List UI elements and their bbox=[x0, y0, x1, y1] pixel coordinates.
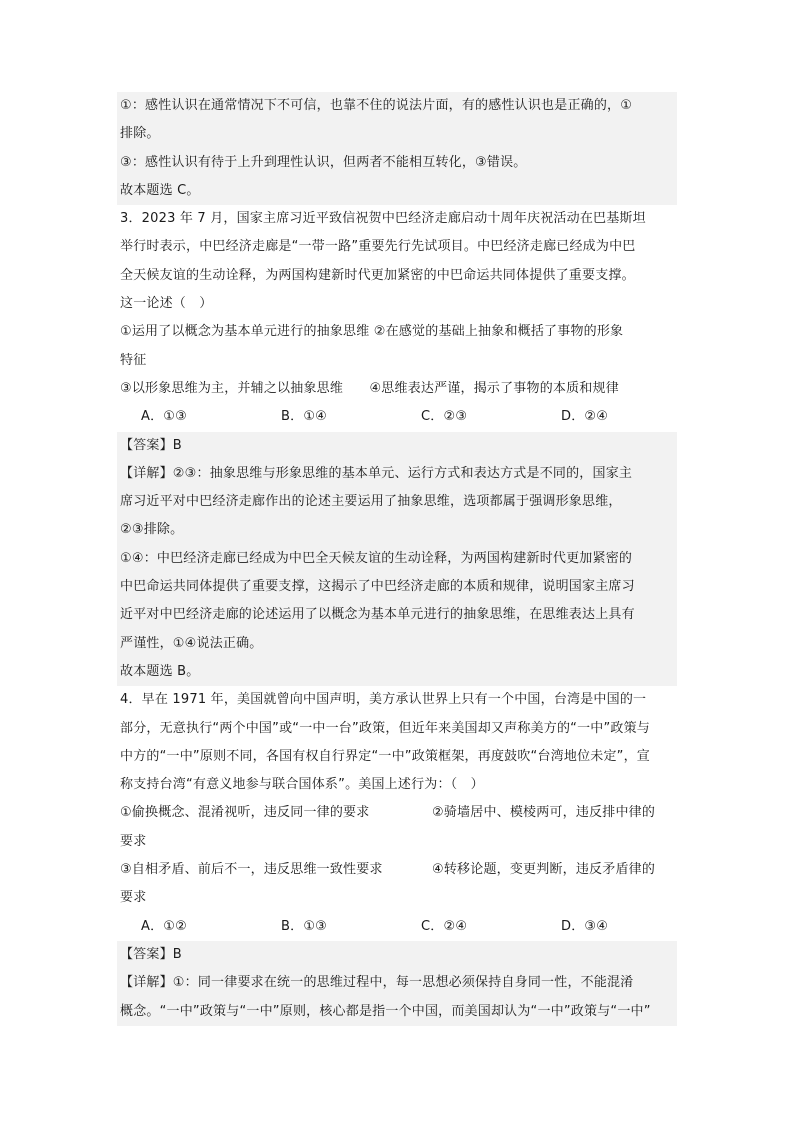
explanation-line: 【详解】②③：抽象思维与形象思维的基本单元、运行方式和表达方式是不同的，国家主 bbox=[117, 460, 677, 488]
question-3-statement: ①运用了以概念为基本单元进行的抽象思维 ②在感觉的基础上抽象和概括了事物的形象 bbox=[120, 324, 624, 340]
text-line: 故本题选 C。 bbox=[117, 177, 677, 205]
option-d: D．②④ bbox=[561, 409, 609, 425]
explanation-line: 【详解】①：同一律要求在统一的思维过程中，每一思想必须保持自身同一性，不能混淆 bbox=[117, 969, 677, 997]
question-4-line: 4．早在 1971 年，美国就曾向中国声明，美方承认世界上只有一个中国，台湾是中国的一 bbox=[120, 692, 647, 708]
explanation-line: ①④：中巴经济走廊已经成为中巴全天候友谊的生动诠释，为两国构建新时代更加紧密的 bbox=[117, 545, 677, 573]
question-3-statement: 特征 bbox=[120, 352, 147, 368]
explanation-line: 故本题选 B。 bbox=[117, 658, 677, 686]
question-4-statement-pair bbox=[117, 856, 677, 884]
question-4-line: 部分，无意执行“两个中国”或“一中一台”政策，但近年来美国却又声称美方的“一中”政策与 bbox=[120, 720, 651, 736]
explanation-line: 严谨性，①④说法正确。 bbox=[117, 630, 677, 658]
text-line: ①：感性认识在通常情况下不可信，也靠不住的说法片面，有的感性认识也是正确的，① bbox=[117, 92, 677, 120]
question-4-statement-pair bbox=[117, 799, 677, 827]
document-page bbox=[117, 92, 677, 1026]
question-3-line: 全天候友谊的生动诠释，为两国构建新时代更加紧密的中巴命运共同体提供了重要支撑。 bbox=[120, 267, 635, 283]
option-b: B．①④ bbox=[281, 409, 328, 425]
question-4-line: 称支持台湾“有意义地参与联合国体系”。美国上述行为：（ ） bbox=[120, 777, 484, 793]
answer-label: 【答案】B bbox=[117, 941, 677, 969]
option-d: D．③④ bbox=[561, 918, 609, 934]
statement-1: ①偷换概念、混淆视听，违反同一律的要求 bbox=[120, 805, 370, 821]
statement-2: ②骑墙居中、模棱两可，违反排中律的 bbox=[432, 805, 656, 821]
explanation-line: 概念。“一中”政策与“一中”原则，核心都是指一个中国，而美国却认为“一中”政策与“一中” bbox=[117, 998, 677, 1026]
option-a: A．①② bbox=[141, 918, 188, 934]
question-3-line: 3．2023 年 7 月，国家主席习近平致信祝贺中巴经济走廊启动十周年庆祝活动在巴基斯坦 bbox=[120, 211, 646, 227]
question-3-options bbox=[117, 403, 677, 431]
question-4-line: 中方的“一中”原则不同，各国有权自行界定“一中”政策框架，再度鼓吹“台湾地位未定”，宣 bbox=[120, 748, 651, 764]
question-3-line: 举行时表示，中巴经济走廊是“一带一路”重要先行先试项目。中巴经济走廊已经成为中巴 bbox=[120, 239, 636, 255]
option-c: C．②③ bbox=[421, 409, 468, 425]
explanation-line: 近平对中巴经济走廊的论述运用了以概念为基本单元进行的抽象思维，在思维表达上具有 bbox=[117, 601, 677, 629]
text-line: ③：感性认识有待于上升到理性认识，但两者不能相互转化，③错误。 bbox=[117, 149, 677, 177]
question-4-statement: 要求 bbox=[120, 833, 147, 849]
statement-3: ③自相矛盾、前后不一，违反思维一致性要求 bbox=[120, 862, 383, 878]
option-b: B．①③ bbox=[281, 918, 328, 934]
question-4-options bbox=[117, 913, 677, 941]
answer-label: 【答案】B bbox=[117, 432, 677, 460]
option-a: A．①③ bbox=[141, 409, 188, 425]
question-3-statement: ③以形象思维为主，并辅之以抽象思维 ④思维表达严谨，揭示了事物的本质和规律 bbox=[120, 380, 619, 396]
explanation-line: ②③排除。 bbox=[117, 516, 677, 544]
explanation-line: 中巴命运共同体提供了重要支撑，这揭示了中巴经济走廊的本质和规律，说明国家主席习 bbox=[117, 573, 677, 601]
text-line: 排除。 bbox=[117, 120, 677, 148]
statement-4: ④转移论题，变更判断，违反矛盾律的 bbox=[432, 862, 656, 878]
explanation-line: 席习近平对中巴经济走廊作出的论述主要运用了抽象思维，选项都属于强调形象思维， bbox=[117, 488, 677, 516]
option-c: C．②④ bbox=[421, 918, 468, 934]
question-4-statement: 要求 bbox=[120, 890, 147, 906]
question-3-line: 这一论述（ ） bbox=[120, 296, 213, 312]
